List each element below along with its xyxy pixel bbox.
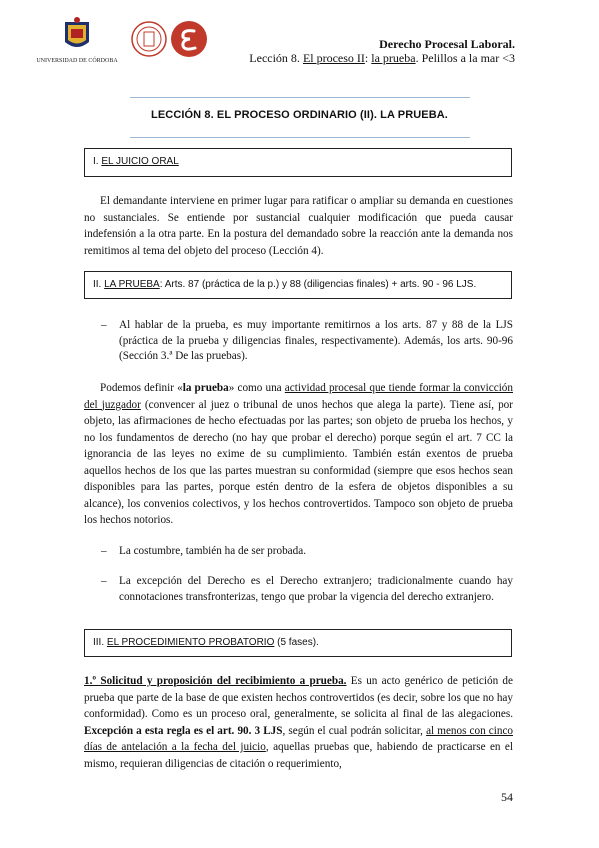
bottom-rule [130, 137, 470, 138]
section-heading-procedimiento-probatorio: III. EL PROCEDIMIENTO PROBATORIO (5 fases). [84, 629, 512, 657]
paragraph-definicion-prueba: Podemos definir «la prueba» como una actividad procesal que tiende formar la convicción del juzgador (convencer al juez o tribunal de unos hechos que alega la parte). Tiene así, por objeto, las afirmaciones de hecho efectuadas por las partes; son objeto de prueba los hechos, y no los fundamentos de derecho (no hay que probar el derecho) porque según el art. 7 CC la ignorancia de las leyes no exime de su cumplimiento. También están exentos de prueba aquellos hechos de los que las partes muestran su conformidad (siempre que esos hechos sean disponibles para las partes, porque estén dentro de la esfera de objetos disponibles a su alcance), los convenios colectivos, y los hechos controvertidos. Tampoco son objeto de prueba los hechos notorios. [84, 382, 514, 526]
faculty-e-logo [170, 20, 208, 58]
logo-text: UNIVERSIDAD DE CÓRDOBA [36, 58, 118, 64]
paragraph-solicitud-prueba: 1.º Solicitud y proposición del recibimiento a prueba. Es un acto genérico de petición de prueba que parte de la base de que existen hechos controvertidos (es decir, sobre los que no hay conformidad). Como es un proceso oral, generalmente, se solicita al final de las alegaciones. Excepción a esta regla es el art. 90. 3 LJS, según el cual podrán solicitar, al menos con cinco días de antelación a la fecha del juicio, aquellas pruebas que, habiendo de practicarse en el mismo, requieran diligencias de citación o requerimiento, [84, 675, 514, 770]
universidad-cordoba-logo [36, 16, 118, 66]
bullet-remision-articulos: – Al hablar de la prueba, es muy importante remitirnos a los arts. 87 y 88 de la LJS (práctica de la prueba y diligencias finales, respectivamente). Además, los arts. 90-96 (Sección 3.ª De las pruebas). [101, 319, 513, 362]
document-header-title: Derecho Procesal Laboral. [379, 37, 515, 51]
section-heading-juicio-oral: I. EL JUICIO ORAL [84, 148, 512, 177]
bullet-derecho-extranjero: – La excepción del Derecho es el Derecho extranjero; tradicionalmente cuando hay connotaciones transfronterizas, tengo que probar la vigencia del derecho extranjero. [101, 575, 513, 603]
page-number: 54 [501, 790, 513, 804]
top-rule [130, 97, 470, 98]
bullet-costumbre: – La costumbre, también ha de ser probada. [101, 545, 307, 557]
document-header-subtitle: Lección 8. El proceso II: la prueba. Pelillos a la mar <3 [249, 51, 515, 65]
lesson-title: LECCIÓN 8. EL PROCESO ORDINARIO (II). LA PRUEBA. [151, 109, 448, 121]
paragraph-demandante: El demandante interviene en primer lugar para ratificar o ampliar su demanda en cuestiones no sustanciales. Se entiende por sustancial cualquier modificación que pueda causar indefensión a la otra parte. En la postura del demandado sobre la reacción ante la demanda nos remitimos al tema del objeto del proceso (Lección 4). [84, 195, 513, 257]
section-heading-la-prueba: II. LA PRUEBA: Arts. 87 (práctica de la p.) y 88 (diligencias finales) + arts. 90 - 96 LJS. [84, 271, 512, 299]
faculty-seal-logo [130, 20, 168, 58]
